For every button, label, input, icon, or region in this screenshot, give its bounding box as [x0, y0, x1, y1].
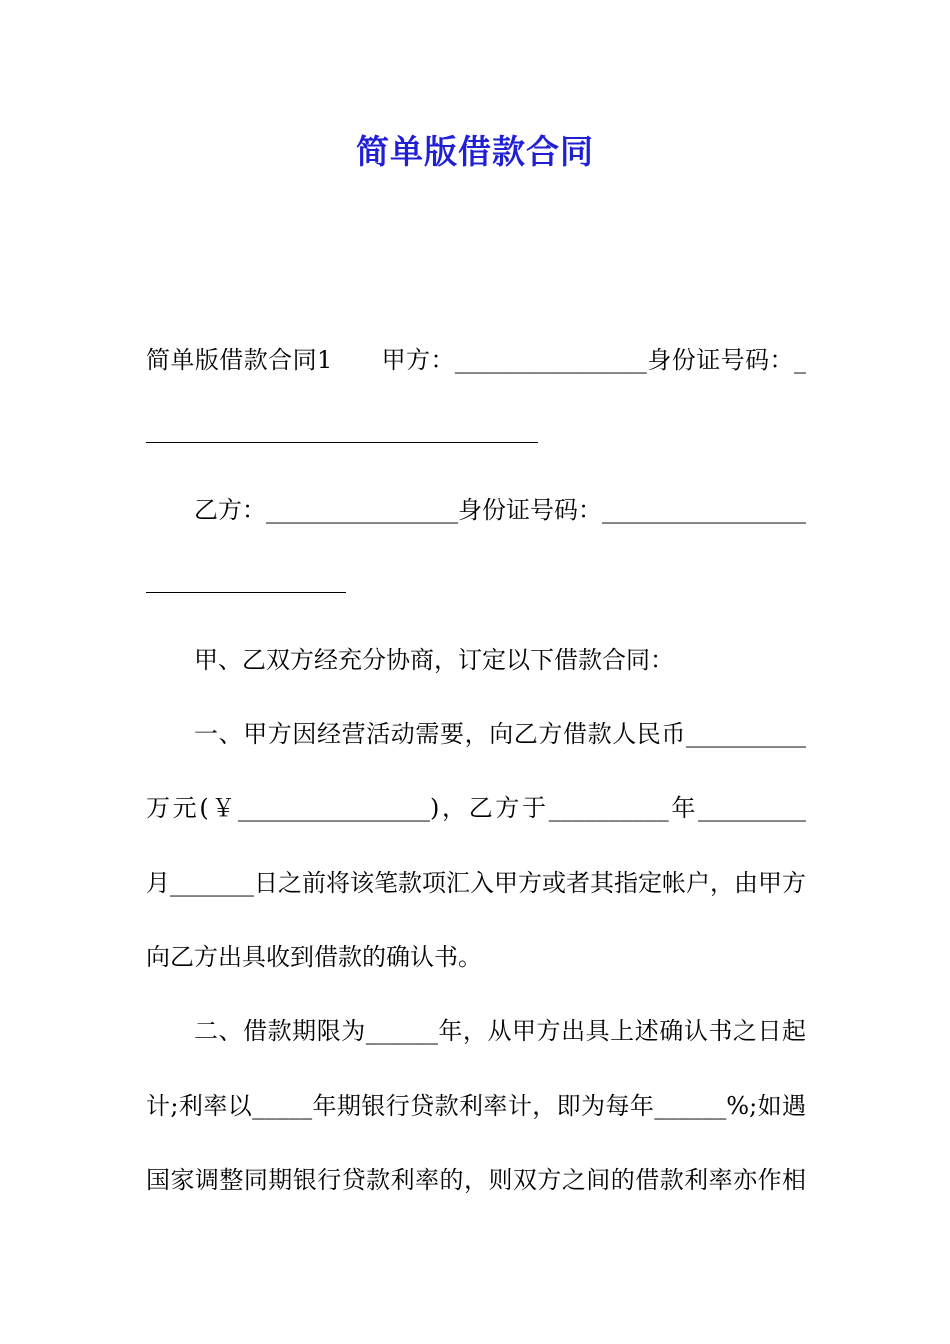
party-a-line: 简单版借款合同1 甲方：________________身份证号码：_	[146, 346, 806, 374]
party-b-line: 乙方：________________身份证号码：_________________	[194, 496, 806, 524]
party-a-id-continuation-rule	[146, 442, 538, 443]
document-title: 简单版借款合同	[356, 132, 594, 171]
clause-1-line-3: 月_______日之前将该笔款项汇入甲方或者其指定帐户，由甲方	[146, 869, 806, 897]
clause-1-line-4: 向乙方出具收到借款的确认书。	[146, 943, 482, 971]
agreement-intro: 甲、乙双方经充分协商，订定以下借款合同：	[194, 646, 674, 674]
clause-2-line-1: 二、借款期限为______年，从甲方出具上述确认书之日起	[194, 1017, 806, 1045]
clause-2-line-3: 国家调整同期银行贷款利率的，则双方之间的借款利率亦作相	[146, 1166, 806, 1194]
party-b-id-continuation-rule	[146, 592, 346, 593]
clause-1-line-2: 万元(￥________________)，乙方于__________年_________	[146, 794, 806, 822]
clause-2-line-2: 计;利率以_____年期银行贷款利率计，即为每年______%;如遇	[146, 1092, 806, 1120]
clause-1-line-1: 一、甲方因经营活动需要，向乙方借款人民币__________	[194, 720, 806, 748]
